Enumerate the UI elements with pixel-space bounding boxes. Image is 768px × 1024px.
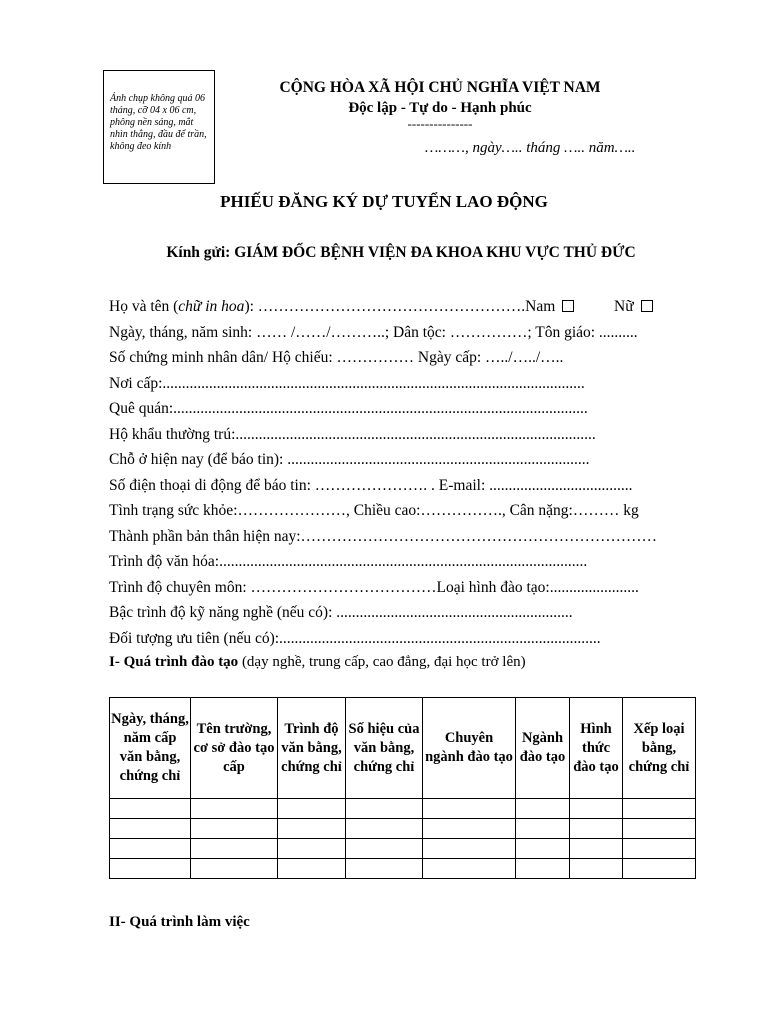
table-cell[interactable]	[278, 819, 346, 839]
table-cell[interactable]	[570, 839, 623, 859]
male-checkbox[interactable]	[562, 300, 574, 312]
table-cell[interactable]	[570, 859, 623, 879]
id-card-field[interactable]: Số chứng minh nhân dân/ Hộ chiếu: …………… Ngày cấp: …../…../…..	[109, 349, 564, 366]
recipient-line: Kính gửi: GIÁM ĐỐC BỆNH VIỆN ĐA KHOA KHU VỰC THỦ ĐỨC	[166, 244, 636, 261]
table-cell[interactable]	[278, 799, 346, 819]
table-cell[interactable]	[623, 799, 696, 819]
table-cell[interactable]	[423, 859, 516, 879]
table-cell[interactable]	[623, 839, 696, 859]
table-cell[interactable]	[110, 859, 191, 879]
table-cell[interactable]	[191, 839, 278, 859]
photo-placeholder	[103, 70, 215, 184]
table-cell[interactable]	[278, 839, 346, 859]
table-cell[interactable]	[278, 859, 346, 879]
residence-field[interactable]: Hộ khẩu thường trú:.............................................................................................	[109, 425, 596, 443]
table-cell[interactable]	[346, 839, 423, 859]
table-cell[interactable]	[423, 819, 516, 839]
table-cell[interactable]	[191, 799, 278, 819]
hometown-field[interactable]: Quê quán:...........................................................................................................	[109, 400, 588, 417]
col-header-field: Ngành đào tạo	[516, 698, 570, 799]
table-row	[110, 799, 696, 819]
nation-name: CỘNG HÒA XÃ HỘI CHỦ NGHĨA VIỆT NAM	[279, 79, 601, 96]
table-row	[110, 859, 696, 879]
background-field[interactable]: Thành phần bản thân hiện nay:……………………………………………………………	[109, 527, 658, 545]
training-table	[109, 697, 696, 879]
education-field[interactable]: Trình độ văn hóa:...............................................................................................	[109, 553, 588, 570]
col-header-certificate-number: Số hiệu của văn bằng, chứng chỉ	[346, 698, 423, 799]
table-cell[interactable]	[423, 839, 516, 859]
table-cell[interactable]	[516, 799, 570, 819]
table-cell[interactable]	[346, 859, 423, 879]
table-cell[interactable]	[570, 799, 623, 819]
national-motto: Độc lập - Tự do - Hạnh phúc	[348, 100, 532, 116]
table-cell[interactable]	[346, 819, 423, 839]
health-field[interactable]: Tình trạng sức khỏe:…………………, Chiều cao:……………., Cân nặng:……… kg	[109, 502, 639, 519]
priority-field[interactable]: Đối tượng ưu tiên (nếu có):...................................................................................	[109, 629, 601, 647]
phone-email-field[interactable]: Số điện thoại di động để báo tin: …………………. . E-mail: .....................................	[109, 476, 633, 494]
form-title: PHIẾU ĐĂNG KÝ DỰ TUYỂN LAO ĐỘNG	[220, 192, 548, 211]
table-cell[interactable]	[191, 819, 278, 839]
table-header-row	[110, 698, 696, 799]
col-header-degree-level: Trình độ văn bằng, chứng chỉ	[278, 698, 346, 799]
specialty-field[interactable]: Trình độ chuyên môn: ………………………………Loại hình đào tạo:.......................	[109, 578, 639, 596]
national-header	[230, 78, 650, 130]
table-cell[interactable]	[110, 799, 191, 819]
table-cell[interactable]	[110, 819, 191, 839]
current-address-field[interactable]: Chỗ ở hiện nay (để báo tin): ..............................................................................	[109, 451, 590, 468]
name-field[interactable]: Họ và tên (chữ in hoa): …………………………………………….Nam Nữ	[109, 294, 689, 320]
table-cell[interactable]	[516, 859, 570, 879]
table-row	[110, 819, 696, 839]
issued-at-field[interactable]: Nơi cấp:.............................................................................................................	[109, 374, 585, 392]
col-header-major: Chuyên ngành đào tạo	[423, 698, 516, 799]
female-checkbox[interactable]	[641, 300, 653, 312]
col-header-issue-date: Ngày, tháng, năm cấp văn bằng, chứng chỉ	[110, 698, 191, 799]
section-work-heading: II- Quá trình làm việc	[109, 914, 250, 930]
skill-level-field[interactable]: Bậc trình độ kỹ năng nghề (nếu có): .............................................................	[109, 604, 573, 621]
table-cell[interactable]	[110, 839, 191, 859]
female-label: Nữ	[614, 298, 634, 315]
date-line: ………, ngày….. tháng ….. năm…..	[425, 140, 636, 156]
dob-field[interactable]: Ngày, tháng, năm sinh: …… /……/………..; Dân tộc: ……………; Tôn giáo: ..........	[109, 323, 638, 341]
table-cell[interactable]	[623, 859, 696, 879]
header-divider: ---------------	[407, 116, 473, 131]
col-header-school: Tên trường, cơ sở đào tạo cấp	[191, 698, 278, 799]
col-header-mode: Hình thức đào tạo	[570, 698, 623, 799]
table-row	[110, 839, 696, 859]
table-cell[interactable]	[423, 799, 516, 819]
section-training-heading: I- Quá trình đào tạo (dạy nghề, trung cấp, cao đẳng, đại học trở lên)	[109, 654, 526, 670]
table-cell[interactable]	[516, 839, 570, 859]
personal-info-fields	[109, 294, 689, 651]
table-cell[interactable]	[570, 819, 623, 839]
table-cell[interactable]	[516, 819, 570, 839]
col-header-grade: Xếp loại bằng, chứng chỉ	[623, 698, 696, 799]
table-cell[interactable]	[191, 859, 278, 879]
photo-note: Ảnh chụp không quá 06 tháng, cỡ 04 x 06 cm, phông nền sáng, mắt nhìn thẳng, đầu để trần, không đeo kính	[110, 93, 207, 152]
table-cell[interactable]	[623, 819, 696, 839]
table-cell[interactable]	[346, 799, 423, 819]
